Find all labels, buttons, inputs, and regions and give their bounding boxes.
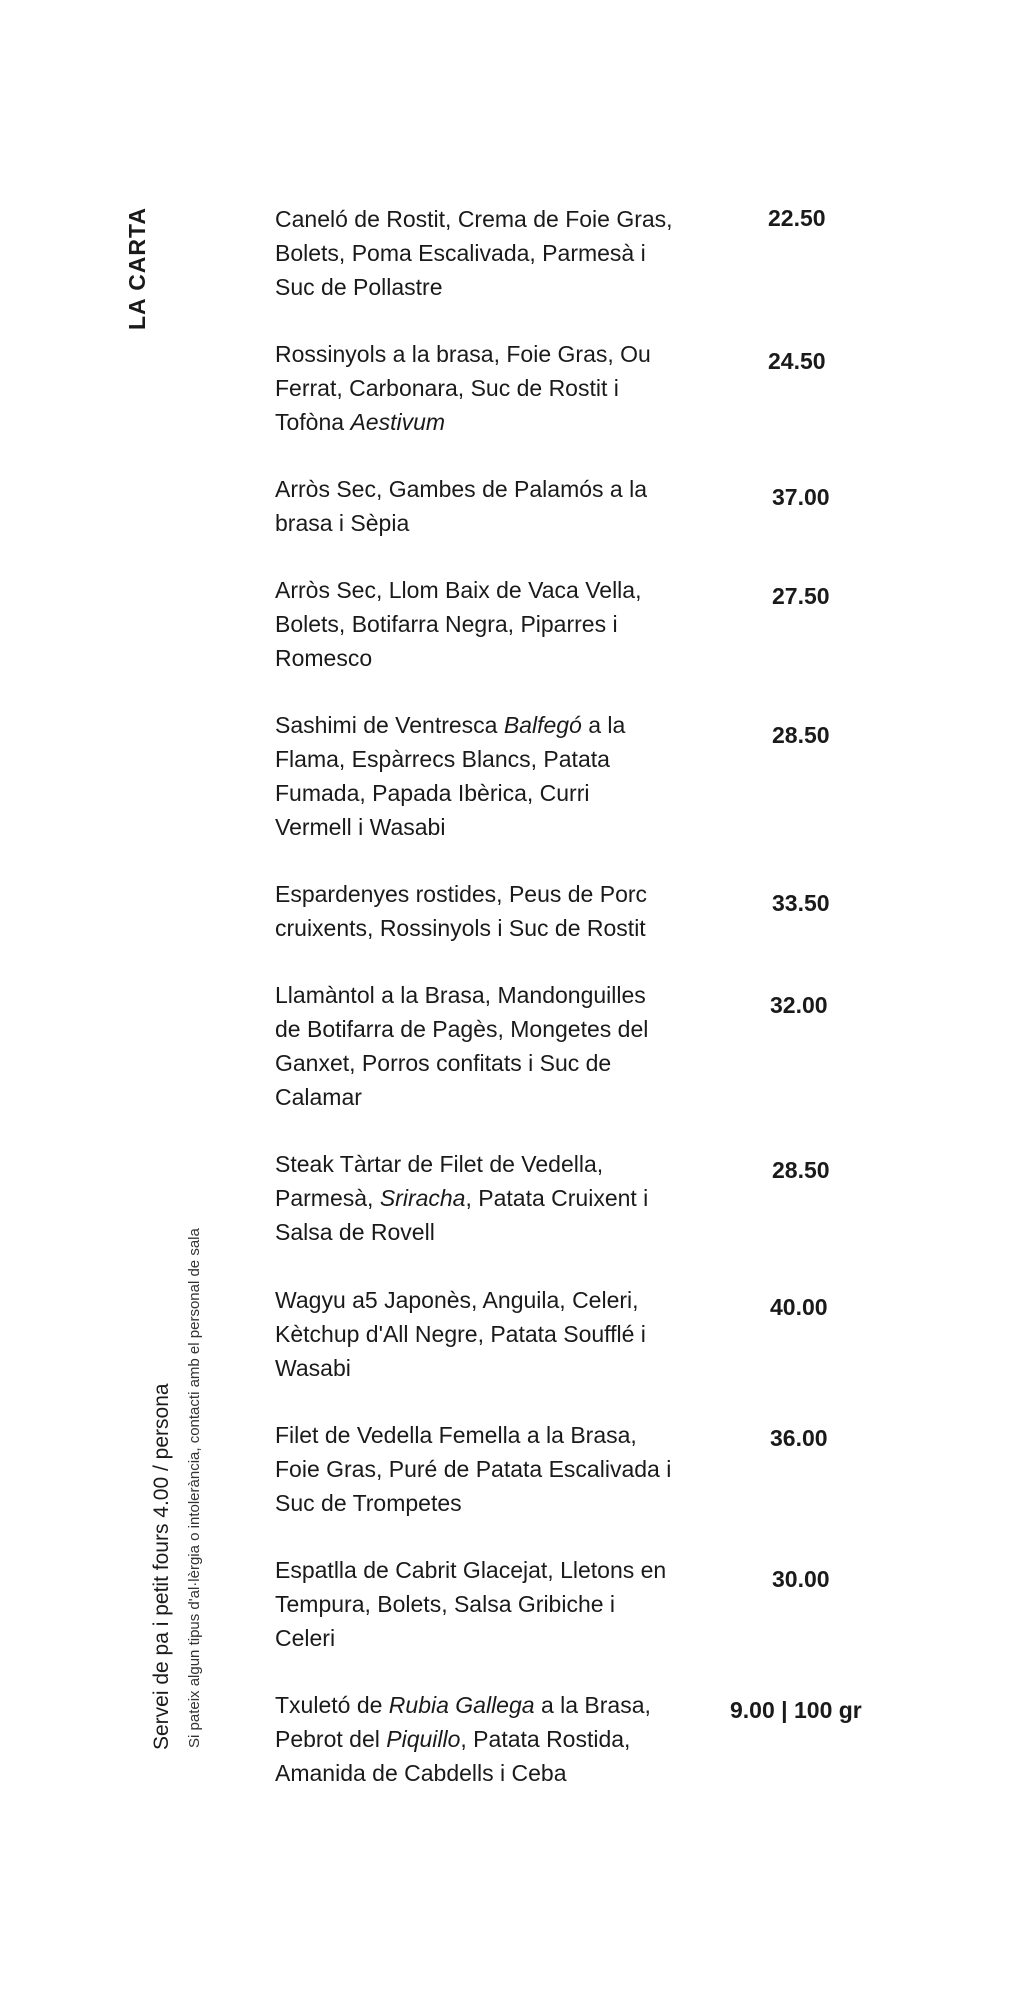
bread-service-note: Servei de pa i petit fours 4.00 / persona bbox=[150, 1383, 173, 1750]
menu-item-description: Arròs Sec, Gambes de Palamós a la brasa i Sèpia bbox=[275, 476, 647, 536]
menu-item-description: Sashimi de Ventresca Balfegó a la Flama, Espàrrecs Blancs, Patata Fumada, Papada Ibèrica, Curri Vermell i Wasabi bbox=[275, 712, 626, 840]
menu-item-price: 37.00 bbox=[772, 484, 830, 510]
menu-item-price: 32.00 bbox=[770, 992, 828, 1018]
menu-item-price: 22.50 bbox=[768, 205, 826, 231]
menu-item-description: Steak Tàrtar de Filet de Vedella, Parmesà, Sriracha, Patata Cruixent i Salsa de Rovell bbox=[275, 1151, 649, 1245]
menu-item-description: Wagyu a5 Japonès, Anguila, Celeri, Kètchup d'All Negre, Patata Soufflé i Wasabi bbox=[275, 1287, 646, 1381]
menu-item-description: Espatlla de Cabrit Glacejat, Lletons en Tempura, Bolets, Salsa Gribiche i Celeri bbox=[275, 1557, 667, 1651]
allergy-note: Si pateix algun tipus d'al·lèrgia o intolerància, contacti amb el personal de sala bbox=[186, 1228, 203, 1748]
menu-item-price: 9.00 | 100 gr bbox=[730, 1697, 862, 1723]
menu-item-price: 27.50 bbox=[772, 583, 830, 609]
menu-item-price: 40.00 bbox=[770, 1294, 828, 1320]
menu-item-description: Txuletó de Rubia Gallega a la Brasa, Pebrot del Piquillo, Patata Rostida, Amanida de Cabdells i Ceba bbox=[275, 1692, 651, 1786]
menu-item-price: 28.50 bbox=[772, 1157, 830, 1183]
menu-item-price: 33.50 bbox=[772, 890, 830, 916]
menu-item-description: Caneló de Rostit, Crema de Foie Gras, Bolets, Poma Escalivada, Parmesà i Suc de Pollastre bbox=[275, 206, 673, 300]
menu-item-price: 24.50 bbox=[768, 348, 826, 374]
menu-item-description: Rossinyols a la brasa, Foie Gras, Ou Ferrat, Carbonara, Suc de Rostit i Tofòna Aestivum bbox=[275, 341, 651, 435]
menu-item-description: Filet de Vedella Femella a la Brasa, Foie Gras, Puré de Patata Escalivada i Suc de Trompetes bbox=[275, 1422, 672, 1516]
menu-item-description: Arròs Sec, Llom Baix de Vaca Vella, Bolets, Botifarra Negra, Piparres i Romesco bbox=[275, 577, 642, 671]
menu-item-price: 28.50 bbox=[772, 722, 830, 748]
menu-item-description: Llamàntol a la Brasa, Mandonguilles de Botifarra de Pagès, Mongetes del Ganxet, Porros confitats i Suc de Calamar bbox=[275, 982, 649, 1110]
menu-item-price: 30.00 bbox=[772, 1566, 830, 1592]
menu-item-description: Espardenyes rostides, Peus de Porc cruixents, Rossinyols i Suc de Rostit bbox=[275, 881, 648, 941]
menu-item-price: 36.00 bbox=[770, 1425, 828, 1451]
menu-title: LA CARTA bbox=[124, 207, 150, 330]
